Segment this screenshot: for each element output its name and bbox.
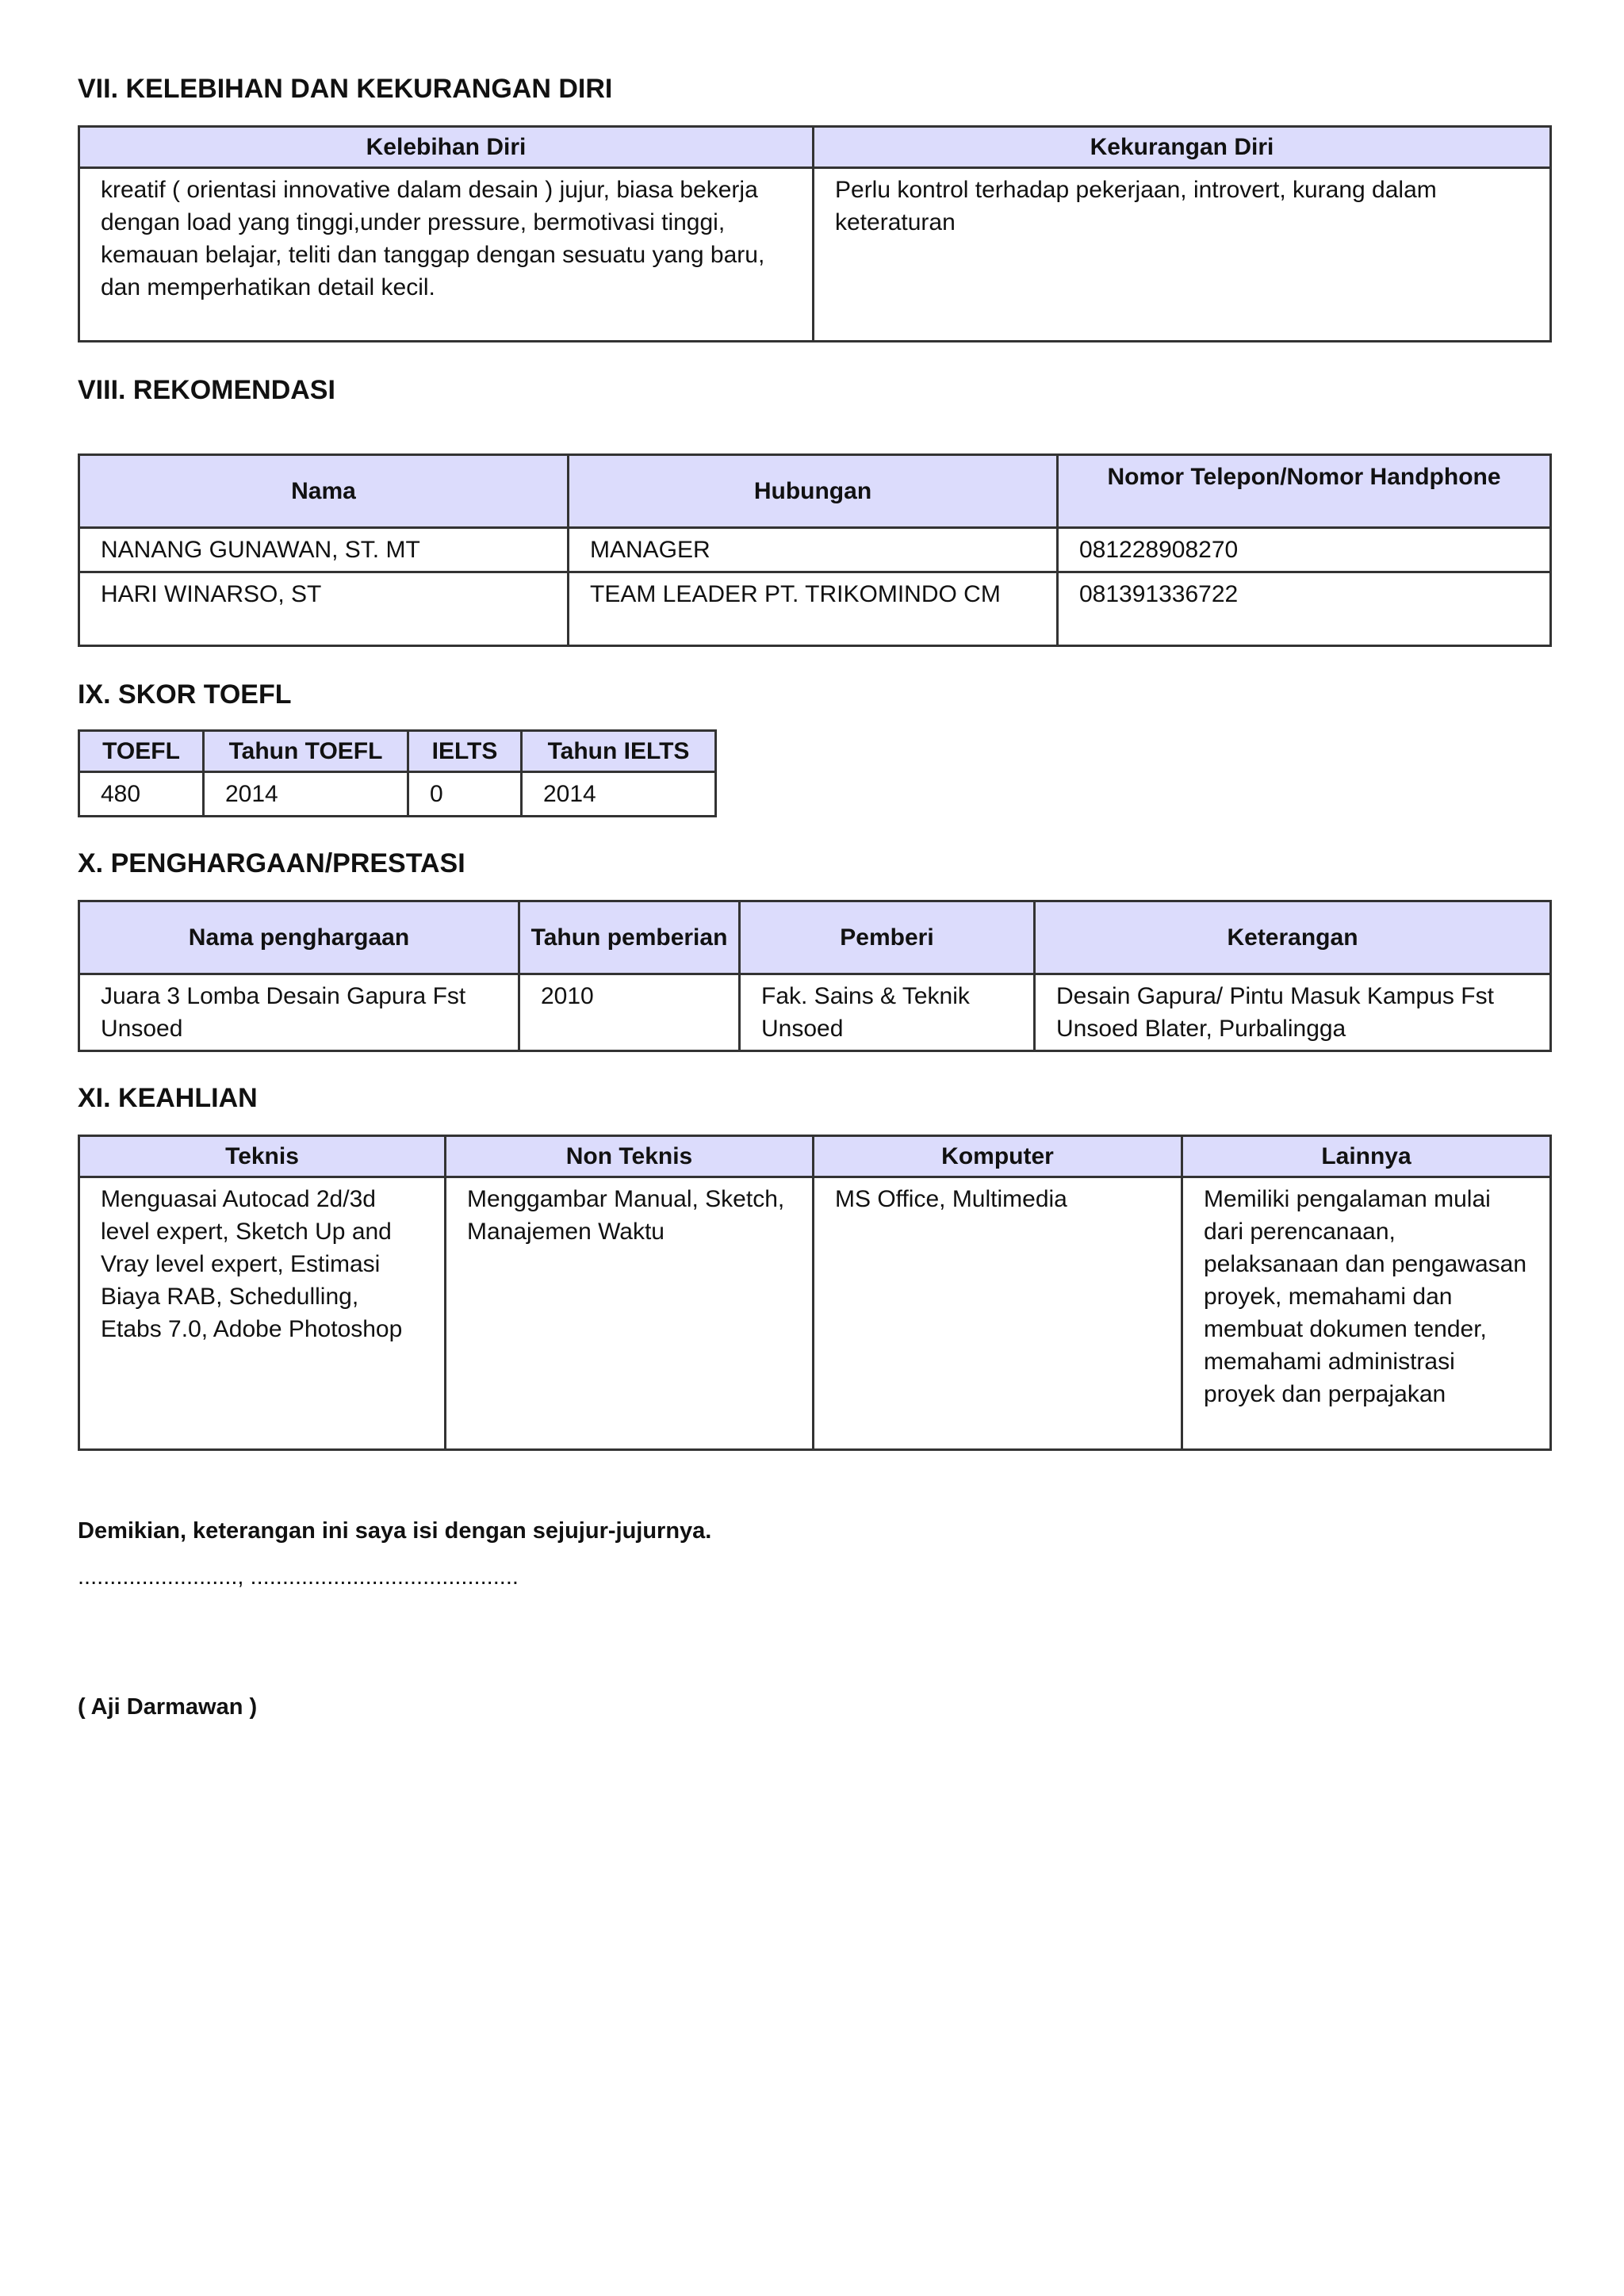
header-tahun-toefl: Tahun TOEFL	[204, 731, 408, 772]
header-hubungan: Hubungan	[569, 455, 1058, 528]
penghargaan-table	[78, 900, 1552, 1052]
cell-telepon: 081228908270	[1058, 528, 1551, 572]
cell-tahun-pemberian: 2010	[519, 974, 740, 1051]
header-non-teknis: Non Teknis	[446, 1136, 814, 1177]
closing-statement: Demikian, keterangan ini saya isi dengan sejujur-jujurnya.	[78, 1518, 712, 1544]
section-title-kelebihan: VII. KELEBIHAN DAN KEKURANGAN DIRI	[78, 74, 613, 104]
cell-nama: HARI WINARSO, ST	[79, 572, 569, 646]
cell-telepon: 081391336722	[1058, 572, 1551, 646]
document-page	[78, 73, 1549, 1722]
header-lainnya: Lainnya	[1182, 1136, 1551, 1177]
table-row	[79, 572, 1551, 646]
table-header-row	[79, 731, 716, 772]
toefl-table	[78, 729, 717, 817]
cell-kekurangan: Perlu kontrol terhadap pekerjaan, introvert, kurang dalam keteraturan	[814, 168, 1551, 342]
cell-lainnya: Memiliki pengalaman mulai dari perencanaan, pelaksanaan dan pengawasan proyek, memahami dan membuat dokumen tender, memahami administrasi proyek dan perpajakan	[1182, 1177, 1551, 1450]
header-teknis: Teknis	[79, 1136, 446, 1177]
table-row	[79, 528, 1551, 572]
cell-tahun-toefl: 2014	[204, 772, 408, 817]
header-komputer: Komputer	[814, 1136, 1182, 1177]
header-nama-penghargaan: Nama penghargaan	[79, 901, 519, 974]
header-kelebihan: Kelebihan Diri	[79, 127, 814, 168]
header-nomor-telepon: Nomor Telepon/Nomor Handphone	[1058, 455, 1551, 528]
cell-nama: NANANG GUNAWAN, ST. MT	[79, 528, 569, 572]
cell-pemberi: Fak. Sains & Teknik Unsoed	[740, 974, 1035, 1051]
rekomendasi-table	[78, 453, 1552, 647]
header-tahun-pemberian: Tahun pemberian	[519, 901, 740, 974]
cell-kelebihan: kreatif ( orientasi innovative dalam desain ) jujur, biasa bekerja dengan load yang tinggi,under pressure, bermotivasi tinggi, kemauan belajar, teliti dan tanggap dengan sesuatu yang baru, dan memperhatikan detail kecil.	[79, 168, 814, 342]
header-tahun-ielts: Tahun IELTS	[522, 731, 716, 772]
cell-tahun-ielts: 2014	[522, 772, 716, 817]
table-header-row	[79, 455, 1551, 528]
header-keterangan: Keterangan	[1035, 901, 1551, 974]
header-toefl: TOEFL	[79, 731, 204, 772]
cell-ielts: 0	[408, 772, 522, 817]
cell-toefl: 480	[79, 772, 204, 817]
cell-hubungan: TEAM LEADER PT. TRIKOMINDO CM	[569, 572, 1058, 646]
place-date-line: ........................., ..........................................	[78, 1564, 519, 1590]
section-title-penghargaan: X. PENGHARGAAN/PRESTASI	[78, 848, 465, 878]
table-row	[79, 1177, 1551, 1450]
table-header-row	[79, 1136, 1551, 1177]
cell-teknis: Menguasai Autocad 2d/3d level expert, Sketch Up and Vray level expert, Estimasi Biaya RAB, Schedulling, Etabs 7.0, Adobe Photoshop	[79, 1177, 446, 1450]
header-kekurangan: Kekurangan Diri	[814, 127, 1551, 168]
section-title-rekomendasi: VIII. REKOMENDASI	[78, 375, 335, 405]
keahlian-table	[78, 1135, 1552, 1451]
cell-komputer: MS Office, Multimedia	[814, 1177, 1182, 1450]
table-header-row	[79, 127, 1551, 168]
cell-non-teknis: Menggambar Manual, Sketch, Manajemen Waktu	[446, 1177, 814, 1450]
table-row	[79, 168, 1551, 342]
header-ielts: IELTS	[408, 731, 522, 772]
table-row	[79, 974, 1551, 1051]
section-title-keahlian: XI. KEAHLIAN	[78, 1083, 258, 1113]
table-row	[79, 772, 716, 817]
cell-keterangan: Desain Gapura/ Pintu Masuk Kampus Fst Unsoed Blater, Purbalingga	[1035, 974, 1551, 1051]
table-header-row	[79, 901, 1551, 974]
kelebihan-table	[78, 125, 1552, 342]
header-nama: Nama	[79, 455, 569, 528]
header-pemberi: Pemberi	[740, 901, 1035, 974]
cell-hubungan: MANAGER	[569, 528, 1058, 572]
cell-nama-penghargaan: Juara 3 Lomba Desain Gapura Fst Unsoed	[79, 974, 519, 1051]
section-title-toefl: IX. SKOR TOEFL	[78, 679, 292, 710]
signature-name: ( Aji Darmawan )	[78, 1694, 258, 1720]
